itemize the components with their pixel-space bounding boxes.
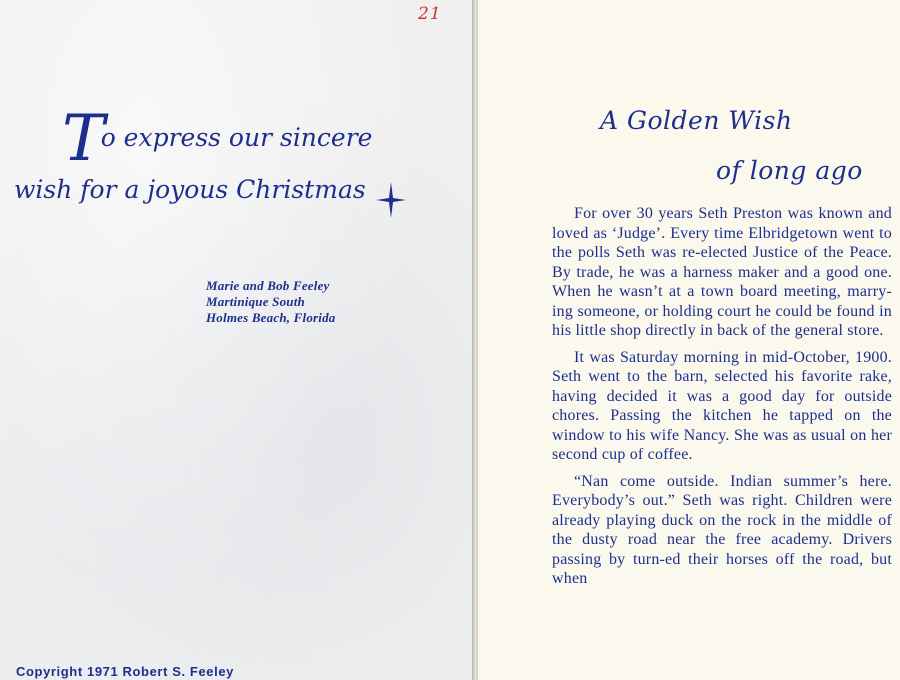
story-paragraph: For over 30 years Seth Preston was known and loved as ‘Judge’. Every time Elbridgetown went to the polls Seth was re-elected Justice of the Peace. By trade, he was a harness maker and a good one. When he wasn’t at a town board meeting, marry-ing someone, or holding court he could be found in his little shop directly in back of the general store.: [552, 205, 892, 339]
story-title-line-2: of long ago: [716, 156, 863, 185]
sender-address: [206, 278, 336, 326]
story-body: [552, 204, 892, 596]
greeting-initial: T: [62, 102, 105, 176]
greeting-line-2: wish for a joyous Christmas: [14, 175, 366, 204]
sender-line: Martinique South: [206, 294, 305, 309]
story-paragraph: It was Saturday morning in mid-October, 1900. Seth went to the barn, selected his favorite rake, having decided it was a good day for outside chores. Passing the kitchen he tapped on the window to his wife Nancy. She was as usual on her second cup of coffee.: [552, 348, 892, 463]
sender-line: Holmes Beach, Florida: [206, 310, 336, 325]
four-point-star-icon: [376, 182, 406, 218]
copyright-notice: Copyright 1971 Robert S. Feeley: [16, 664, 234, 679]
page-number: 21: [418, 4, 442, 24]
story-title-line-1: A Golden Wish: [600, 106, 793, 135]
greeting-line-1-text: o express our sincere: [100, 123, 373, 152]
story-paragraph: “Nan come outside. Indian summer’s here. Everybody’s out.” Seth was right. Children were already playing duck on the rock in the middle of the dusty road near the free academy. Drivers passing by turn-ed their horses off the road, but when: [552, 472, 892, 587]
sender-line: Marie and Bob Feeley: [206, 278, 330, 293]
right-page: [478, 0, 900, 680]
greeting-line-1: [10, 102, 470, 176]
